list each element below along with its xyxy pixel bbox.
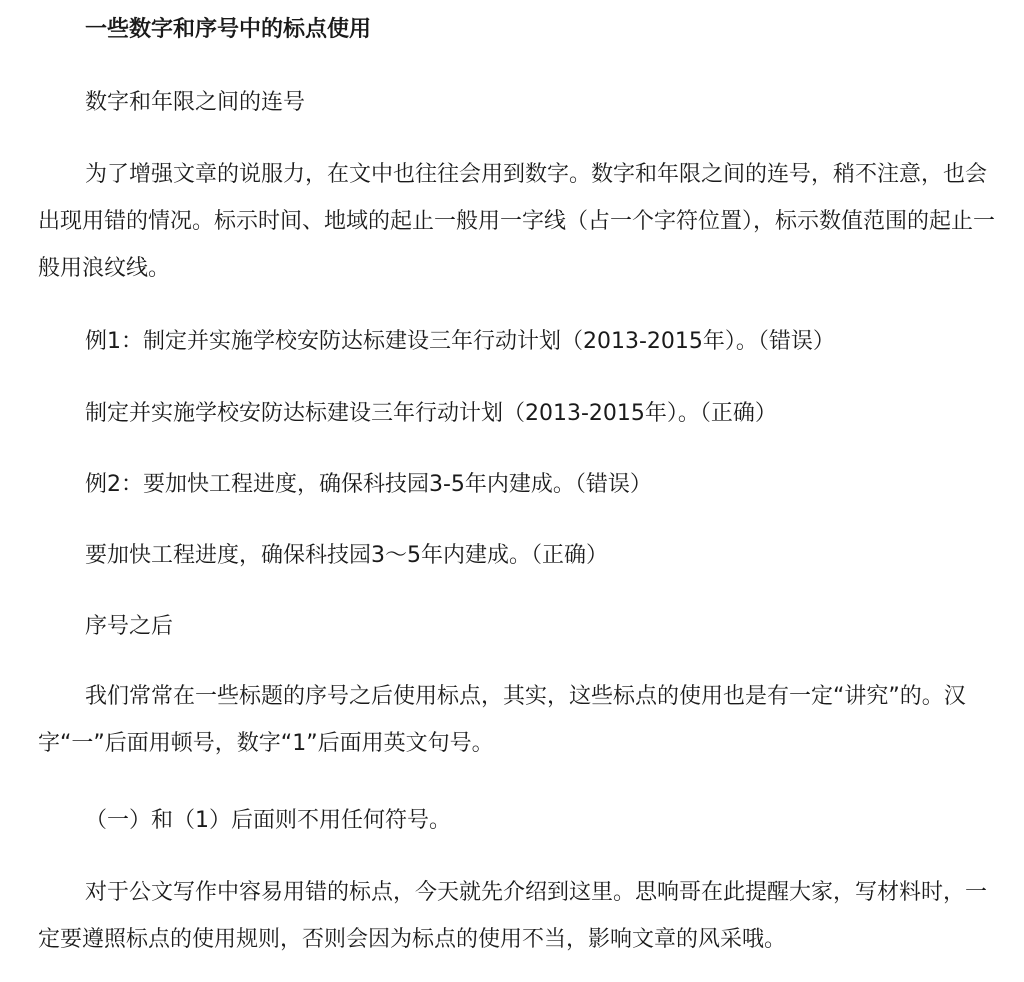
paragraph-intro: 为了增强文章的说服力，在文中也往往会用到数字。数字和年限之间的连号，稍不注意，也会出现用错的情况。标示时间、地域的起止一般用一字线（占一个字符位置），标示数值范围的起止一般用浪纹线。	[38, 162, 996, 281]
paragraph-serial-rules: 我们常常在一些标题的序号之后使用标点，其实，这些标点的使用也是有一定“讲究”的。汉字“一”后面用顿号，数字“1”后面用英文句号。	[38, 684, 966, 756]
paragraph-conclusion: 对于公文写作中容易用错的标点，今天就先介绍到这里。思响哥在此提醒大家，写材料时，一定要遵照标点的使用规则，否则会因为标点的使用不当，影响文章的风采哦。	[38, 880, 988, 952]
example-1-correct: 制定并实施学校安防达标建设三年行动计划（2013-2015年）。（正确）	[85, 401, 777, 426]
example-2-correct: 要加快工程进度，确保科技园3～5年内建成。（正确）	[85, 543, 608, 568]
section-heading: 一些数字和序号中的标点使用	[85, 17, 372, 42]
paragraph-parenthesis-rule: （一）和（1）后面则不用任何符号。	[85, 808, 451, 833]
example-2-wrong: 例2：要加快工程进度，确保科技园3-5年内建成。（错误）	[85, 472, 652, 497]
subheading-number-range: 数字和年限之间的连号	[85, 90, 306, 115]
example-1-wrong: 例1：制定并实施学校安防达标建设三年行动计划（2013-2015年）。（错误）	[85, 329, 835, 354]
subheading-after-serial: 序号之后	[85, 614, 174, 639]
